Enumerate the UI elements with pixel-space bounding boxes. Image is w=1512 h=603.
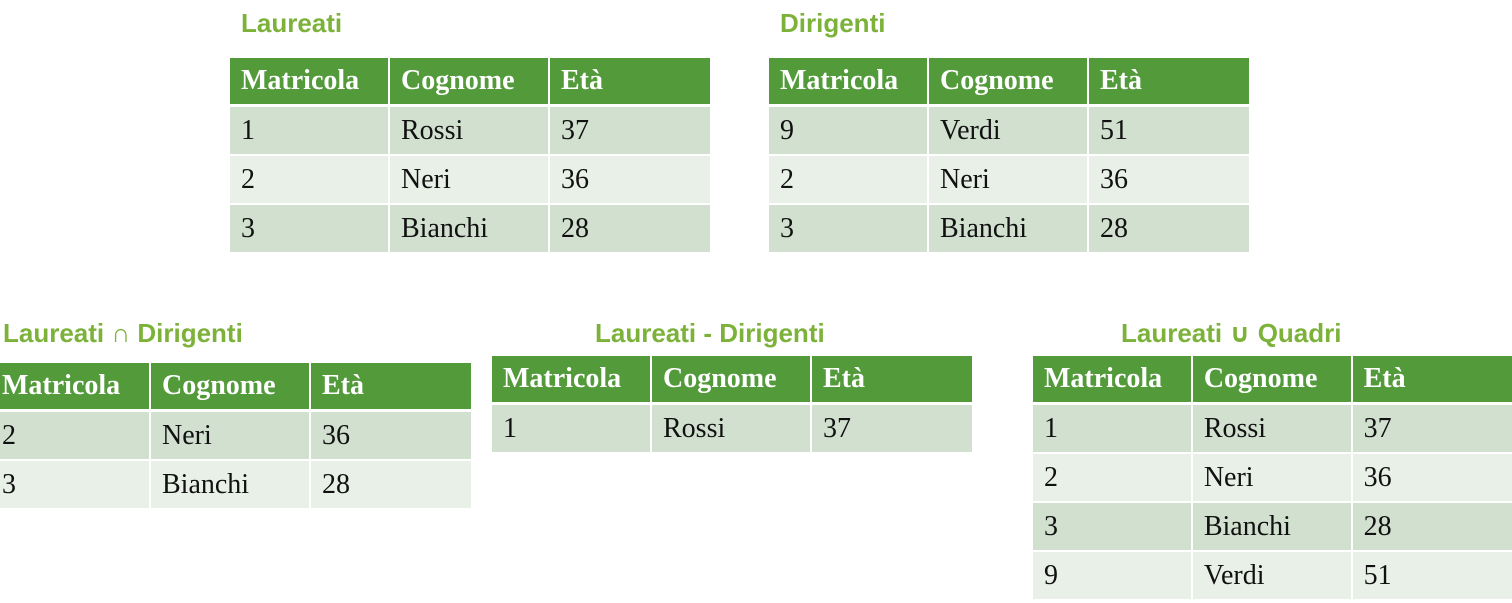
cell-eta: 51 [1089, 107, 1249, 156]
cell-matricola: 9 [769, 107, 929, 156]
cell-matricola: 9 [1033, 552, 1193, 601]
table-row [1033, 454, 1512, 503]
unione-table [1033, 356, 1512, 601]
table-row [0, 461, 471, 510]
column-header-matricola: Matricola [492, 356, 652, 405]
cell-eta: 28 [311, 461, 471, 510]
cell-cognome: Rossi [652, 405, 812, 454]
cell-eta: 37 [812, 405, 972, 454]
cell-cognome: Rossi [390, 107, 550, 156]
column-header-matricola: Matricola [230, 58, 390, 107]
column-header-matricola: Matricola [769, 58, 929, 107]
cell-cognome: Neri [390, 156, 550, 205]
column-header-cognome: Cognome [1193, 356, 1353, 405]
table-row [769, 205, 1249, 254]
column-header-eta: Età [311, 363, 471, 412]
table-row [230, 107, 710, 156]
cell-eta: 28 [1353, 503, 1512, 552]
cell-matricola: 1 [492, 405, 652, 454]
column-header-eta: Età [812, 356, 972, 405]
cell-matricola: 3 [0, 461, 151, 510]
cell-cognome: Verdi [929, 107, 1089, 156]
cell-cognome: Rossi [1193, 405, 1353, 454]
cell-matricola: 3 [1033, 503, 1193, 552]
cell-eta: 36 [1353, 454, 1512, 503]
cell-eta: 36 [311, 412, 471, 461]
laureati-table [230, 58, 710, 254]
table-row [0, 412, 471, 461]
table-row [492, 405, 972, 454]
cell-cognome: Bianchi [390, 205, 550, 254]
cell-eta: 28 [550, 205, 710, 254]
table-row [230, 156, 710, 205]
column-header-cognome: Cognome [929, 58, 1089, 107]
cell-matricola: 2 [230, 156, 390, 205]
table-row [230, 205, 710, 254]
laureati-title: Laureati [241, 8, 343, 38]
column-header-eta: Età [1353, 356, 1512, 405]
differenza-table [492, 356, 972, 454]
table-row [1033, 552, 1512, 601]
cell-matricola: 1 [1033, 405, 1193, 454]
table-row [1033, 405, 1512, 454]
table-header-row [492, 356, 972, 405]
cell-eta: 36 [550, 156, 710, 205]
cell-cognome: Bianchi [151, 461, 311, 510]
cell-matricola: 2 [1033, 454, 1193, 503]
differenza-title: Laureati - Dirigenti [595, 318, 825, 348]
table-header-row [230, 58, 710, 107]
cell-eta: 37 [1353, 405, 1512, 454]
cell-cognome: Neri [929, 156, 1089, 205]
table-header-row [769, 58, 1249, 107]
column-header-cognome: Cognome [151, 363, 311, 412]
cell-cognome: Verdi [1193, 552, 1353, 601]
dirigenti-table [769, 58, 1249, 254]
column-header-cognome: Cognome [652, 356, 812, 405]
cell-cognome: Bianchi [929, 205, 1089, 254]
table-header-row [1033, 356, 1512, 405]
intersezione-table [0, 363, 471, 510]
cell-matricola: 2 [0, 412, 151, 461]
column-header-cognome: Cognome [390, 58, 550, 107]
cell-matricola: 2 [769, 156, 929, 205]
cell-matricola: 3 [769, 205, 929, 254]
cell-cognome: Bianchi [1193, 503, 1353, 552]
column-header-matricola: Matricola [0, 363, 151, 412]
dirigenti-title: Dirigenti [780, 8, 886, 38]
table-row [769, 107, 1249, 156]
unione-title: Laureati ∪ Quadri [1121, 318, 1342, 348]
cell-cognome: Neri [1193, 454, 1353, 503]
cell-cognome: Neri [151, 412, 311, 461]
column-header-eta: Età [550, 58, 710, 107]
intersezione-title: Laureati ∩ Dirigenti [3, 318, 243, 348]
column-header-eta: Età [1089, 58, 1249, 107]
cell-eta: 28 [1089, 205, 1249, 254]
cell-eta: 36 [1089, 156, 1249, 205]
cell-matricola: 3 [230, 205, 390, 254]
cell-eta: 51 [1353, 552, 1512, 601]
table-header-row [0, 363, 471, 412]
cell-eta: 37 [550, 107, 710, 156]
cell-matricola: 1 [230, 107, 390, 156]
table-row [1033, 503, 1512, 552]
table-row [769, 156, 1249, 205]
column-header-matricola: Matricola [1033, 356, 1193, 405]
